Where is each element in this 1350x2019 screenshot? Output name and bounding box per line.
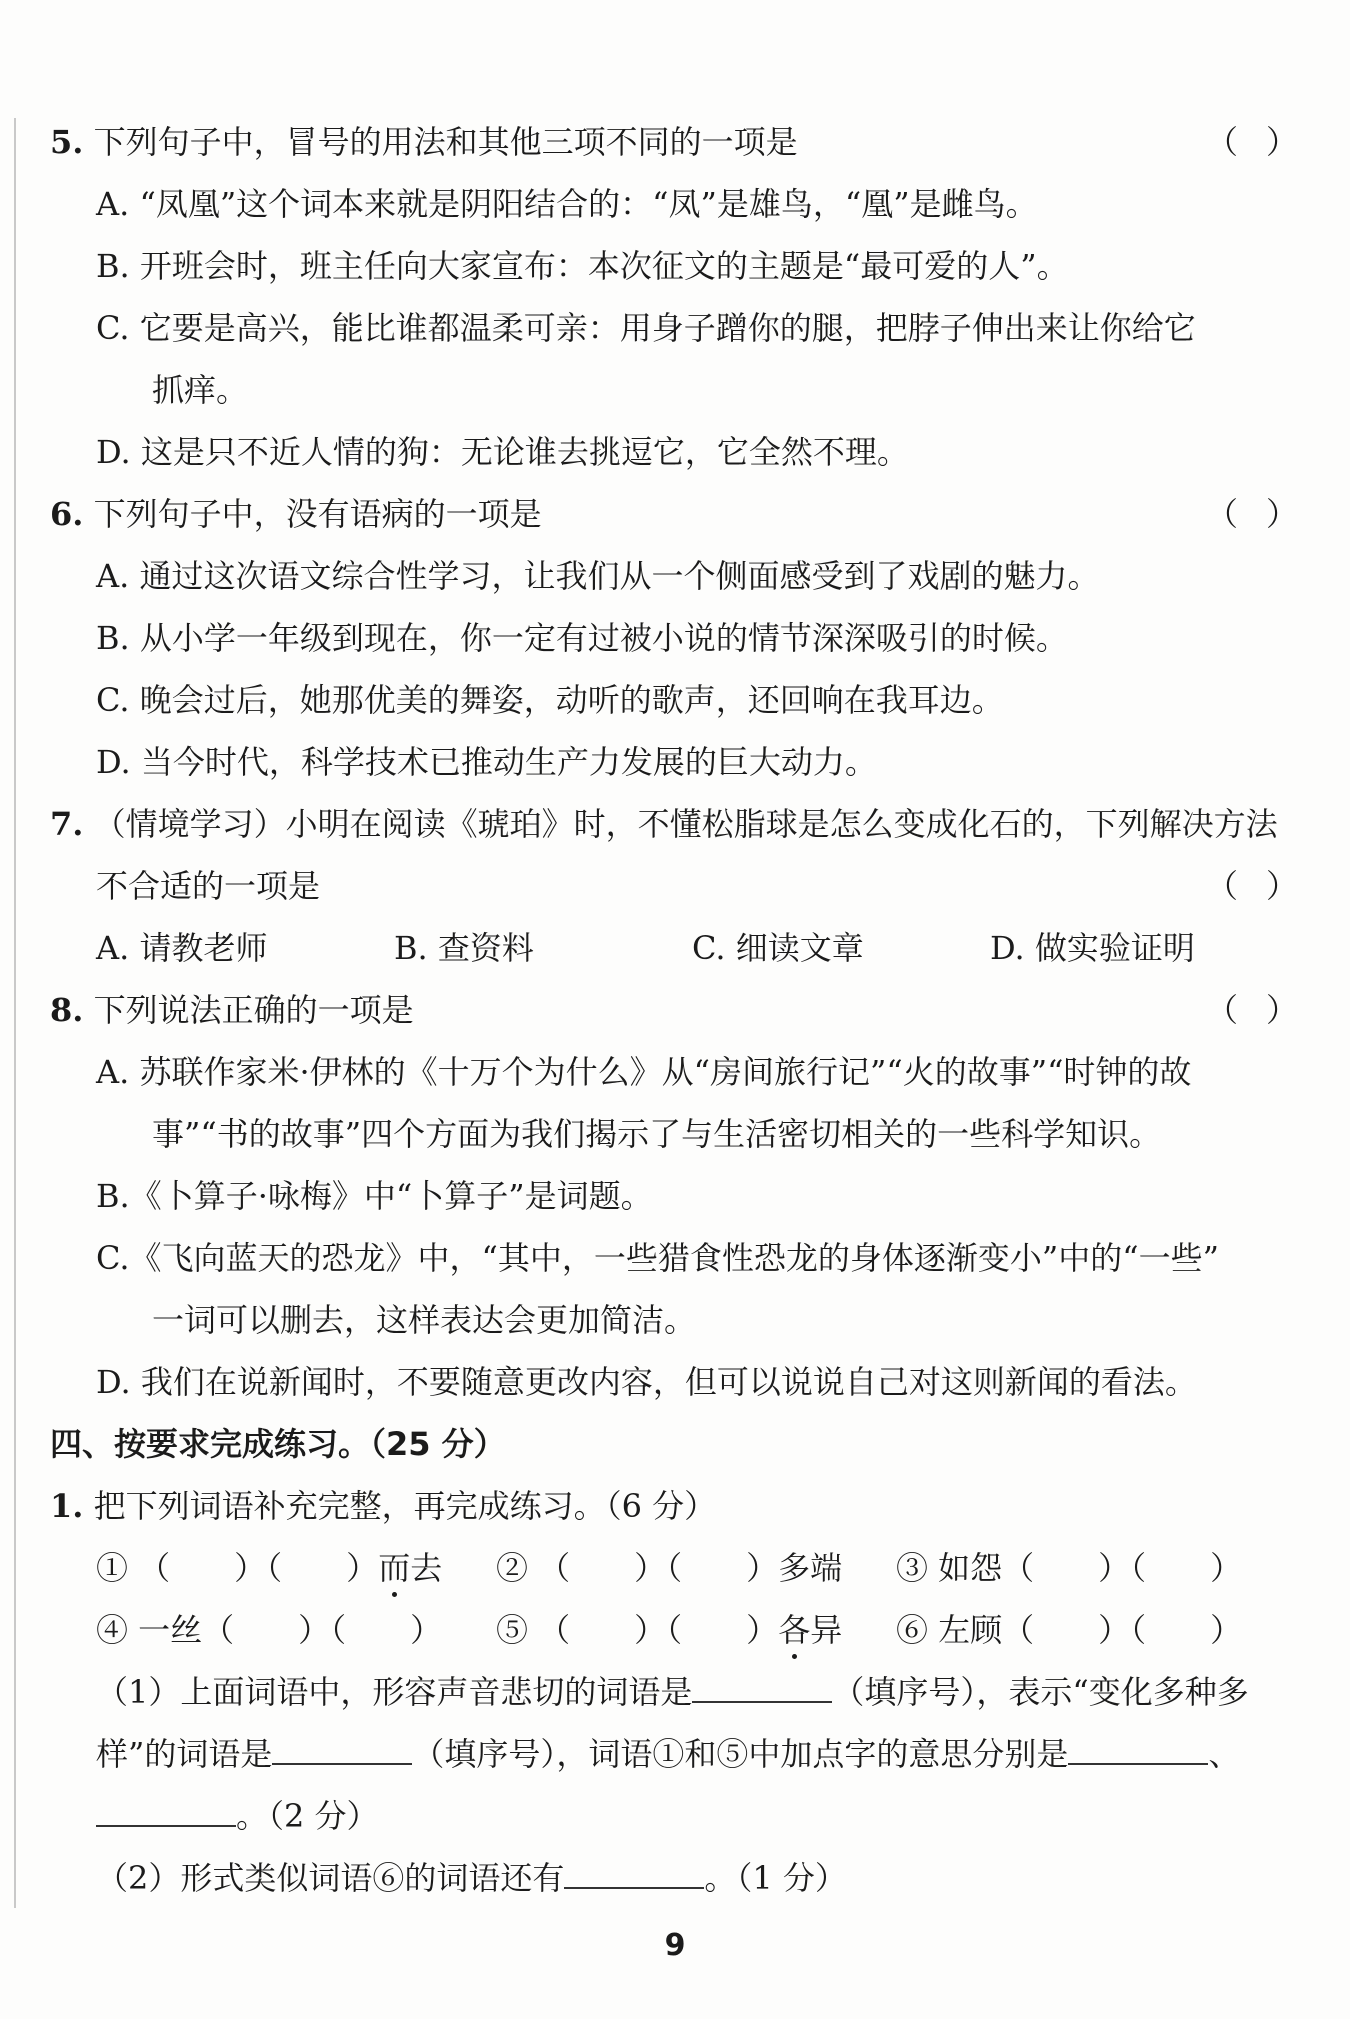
dotted-char: 而 [378, 1549, 411, 1587]
answer-blank[interactable] [692, 1673, 832, 1703]
word-1[interactable]: ① （ ）（ ）而去 [96, 1549, 443, 1587]
q7-answer-bracket[interactable]: （ ） [1205, 867, 1298, 905]
q6-option-d: D. 当今时代，科学技术已推动生产力发展的巨大动力。 [96, 743, 877, 781]
word-2[interactable]: ② （ ）（ ）多端 [496, 1549, 843, 1587]
word-row-1 [96, 1548, 1242, 1588]
sub-question-1-line1: （1）上面词语中，形容声音悲切的词语是 （填序号），表示“变化多种多 [96, 1673, 1249, 1711]
q7-option-a: A. 请教老师 [96, 929, 268, 967]
margin-line [14, 118, 16, 1908]
q6-option-a: A. 通过这次语文综合性学习，让我们从一个侧面感受到了戏剧的魅力。 [96, 557, 1100, 595]
q6-option-c: C. 晚会过后，她那优美的舞姿，动听的歌声，还回响在我耳边。 [96, 681, 1004, 719]
q8-option-b: B.《卜算子·咏梅》中“卜算子”是词题。 [96, 1177, 653, 1215]
q5-option-d: D. 这是只不近人情的狗：无论谁去挑逗它，它全然不理。 [96, 433, 909, 471]
q5-option-a: A. “凤凰”这个词本来就是阴阳结合的：“凤”是雄鸟，“凰”是雌鸟。 [96, 185, 1038, 223]
q8-option-c-line1: C.《飞向蓝天的恐龙》中，“其中，一些猎食性恐龙的身体逐渐变小”中的“一些” [96, 1239, 1219, 1277]
q8-option-a-line2: 事”“书的故事”四个方面为我们揭示了与生活密切相关的一些科学知识。 [152, 1115, 1162, 1153]
q8-answer-bracket[interactable]: （ ） [1205, 991, 1298, 1029]
q5-stem: 5. 下列句子中，冒号的用法和其他三项不同的一项是 [50, 123, 798, 161]
q6-option-b: B. 从小学一年级到现在，你一定有过被小说的情节深深吸引的时候。 [96, 619, 1068, 657]
q7-option-d: D. 做实验证明 [990, 929, 1195, 967]
q6-stem: 6. 下列句子中，没有语病的一项是 [50, 495, 542, 533]
word-5[interactable]: ⑤ （ ）（ ）各异 [496, 1611, 843, 1649]
answer-blank[interactable] [96, 1797, 236, 1827]
q7-stem-line2: 不合适的一项是 [96, 867, 321, 905]
q8-stem: 8. 下列说法正确的一项是 [50, 991, 414, 1029]
sub-question-2: （2）形式类似词语⑥的词语还有 。（1 分） [96, 1859, 847, 1897]
answer-blank[interactable] [272, 1735, 412, 1765]
q7-option-c: C. 细读文章 [692, 929, 864, 967]
q5-option-b: B. 开班会时，班主任向大家宣布：本次征文的主题是“最可爱的人”。 [96, 247, 1069, 285]
q7-option-b: B. 查资料 [394, 929, 534, 967]
dotted-char: 各 [778, 1611, 811, 1649]
q5-option-c-line1: C. 它要是高兴，能比谁都温柔可亲：用身子蹭你的腿，把脖子伸出来让你给它 [96, 309, 1196, 347]
q5-answer-bracket[interactable]: （ ） [1205, 123, 1298, 161]
q5-option-c-line2: 抓痒。 [152, 371, 249, 409]
section-4-heading: 四、按要求完成练习。（25 分） [50, 1425, 506, 1463]
q8-option-c-line2: 一词可以删去，这样表达会更加简洁。 [152, 1301, 697, 1339]
word-row-2 [96, 1610, 1242, 1650]
q7-options [96, 928, 1195, 968]
sub-question-1-line3: 。（2 分） [96, 1796, 379, 1836]
page-number: 9 [664, 1928, 686, 1963]
q6-answer-bracket[interactable]: （ ） [1205, 495, 1298, 533]
q7-stem-line1: 7. （情境学习）小明在阅读《琥珀》时，不懂松脂球是怎么变成化石的，下列解决方法 [50, 805, 1278, 843]
sub-question-1-line2: 样”的词语是 （填序号），词语①和⑤中加点字的意思分别是 、 [96, 1735, 1241, 1773]
answer-blank[interactable] [564, 1859, 704, 1889]
word-3[interactable]: ③ 如怨（ ）（ ） [896, 1549, 1243, 1587]
q8-option-d: D. 我们在说新闻时，不要随意更改内容，但可以说说自己对这则新闻的看法。 [96, 1363, 1197, 1401]
word-6[interactable]: ⑥ 左顾（ ）（ ） [896, 1611, 1243, 1649]
s4-q1-stem: 1. 把下列词语补充完整，再完成练习。（6 分） [50, 1487, 717, 1525]
answer-blank[interactable] [1068, 1735, 1208, 1765]
word-4[interactable]: ④ 一丝（ ）（ ） [96, 1611, 443, 1649]
q8-option-a-line1: A. 苏联作家米·伊林的《十万个为什么》从“房间旅行记”“火的故事”“时钟的故 [96, 1053, 1192, 1091]
